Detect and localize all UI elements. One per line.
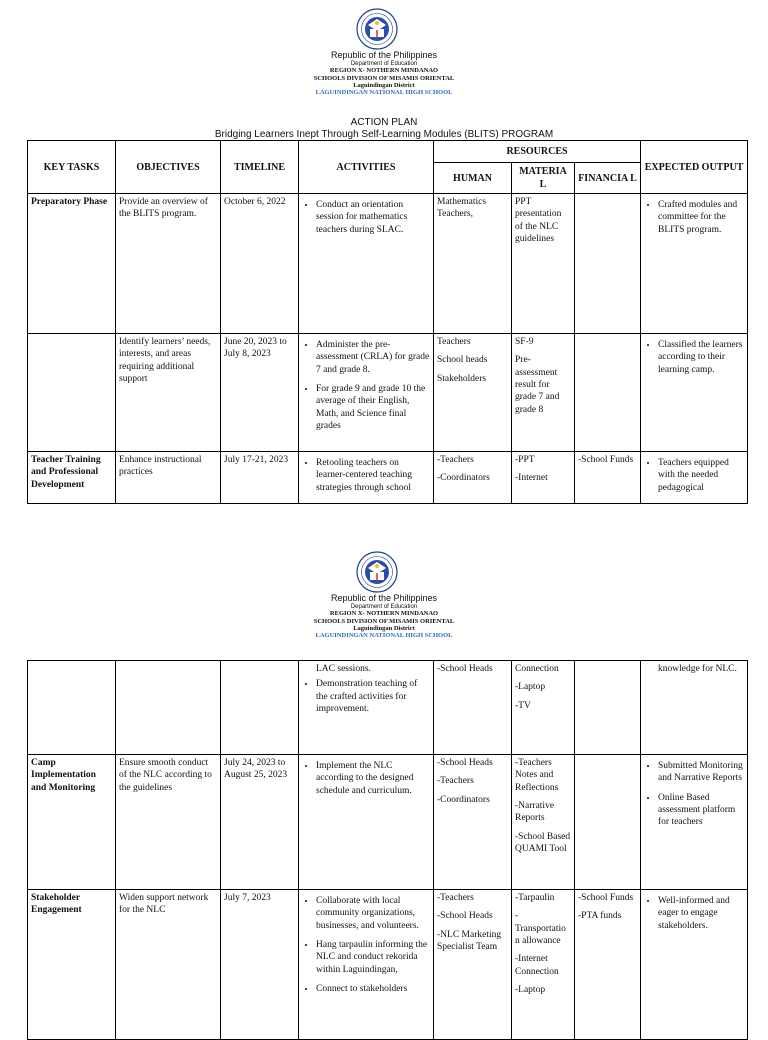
activity-item: • Implement the NLC according to the designed schedule and curriculum. [316, 760, 430, 797]
material-item: Connection [515, 664, 559, 674]
material-item: -Laptop [515, 985, 546, 996]
financial-cell [575, 452, 641, 504]
col-financial: FINANCIA L [575, 163, 641, 194]
action-plan-table-continued [27, 660, 748, 1040]
material-item: Pre-assessment result for grade 7 and grade 8 [515, 355, 560, 415]
col-key-tasks: KEY TASKS [28, 141, 116, 194]
activities-cell [299, 661, 434, 755]
deped-seal-icon [356, 551, 398, 593]
timeline-cell: July 7, 2023 [221, 890, 299, 1040]
col-timeline: TIMELINE [221, 141, 299, 194]
activity-item: • Collaborate with local community organizations, businesses, and volunteers. [316, 895, 430, 932]
human-cell [434, 890, 512, 1040]
output-cell [641, 890, 748, 1040]
timeline-cell: June 20, 2023 to July 8, 2023 [221, 334, 299, 452]
output-cell [641, 194, 748, 334]
school-line: LAGUINDINGAN NATIONAL HIGH SCHOOL [315, 631, 453, 639]
document-page-1 [0, 0, 768, 500]
title-program: Bridging Learners Inept Through Self-Learning Modules (BLITS) PROGRAM [214, 129, 554, 140]
output-item: • Well-informed and eager to engage stakeholders. [658, 895, 744, 932]
material-item: -Internet [515, 473, 548, 484]
material-item: -Teachers Notes and Reflections [515, 758, 559, 793]
activity-item: • Hang tarpaulin informing the NLC and conduct rekorida within Laguindingan, [316, 939, 430, 976]
table-row [28, 755, 748, 890]
human-item: School heads [437, 355, 488, 366]
material-item: -School Based QUAMI Tool [515, 831, 571, 855]
republic-line: Republic of the Philippines [330, 50, 438, 60]
material-cell [512, 194, 575, 334]
region-line: REGION X- NOTHERN MINDANAO [329, 610, 439, 618]
material-item: SF-9 [515, 337, 534, 347]
district-line: Laguindingan District [353, 624, 415, 632]
key-task-cell [28, 661, 116, 755]
department-line: Department of Education [350, 603, 418, 610]
activity-item: • For grade 9 and grade 10 the average of their English, Math, and Science final grades [316, 383, 430, 432]
key-task-cell: Camp Implementation and Monitoring [28, 755, 116, 890]
human-item: -School Heads [437, 664, 493, 674]
division-line: SCHOOLS DIVISION OF MISAMIS ORIENTAL [313, 617, 455, 625]
key-task-cell: Preparatory Phase [28, 194, 116, 334]
material-cell [512, 661, 575, 755]
activity-item: • Conduct an orientation session for mathematics teachers during SLAC. [316, 199, 430, 236]
table-row [28, 661, 748, 755]
financial-cell [575, 194, 641, 334]
activities-cell [299, 755, 434, 890]
financial-item: -School Funds [578, 455, 634, 465]
col-human: HUMAN [434, 163, 512, 194]
human-item: -School Heads [437, 911, 493, 922]
activities-cell [299, 890, 434, 1040]
output-item: • Online Based assessment platform for teachers [658, 792, 744, 829]
table-row [28, 452, 748, 504]
timeline-cell: July 24, 2023 to August 25, 2023 [221, 755, 299, 890]
human-cell [434, 452, 512, 504]
output-cell [641, 452, 748, 504]
material-cell [512, 452, 575, 504]
output-item: • Teachers equipped with the needed pedagogical [658, 457, 744, 494]
timeline-cell [221, 661, 299, 755]
material-item: - Transportatio n allowance [515, 911, 566, 947]
table-row [28, 890, 748, 1040]
activity-item: • Connect to stakeholders [316, 983, 430, 995]
financial-cell [575, 755, 641, 890]
document-page-2 [0, 543, 768, 1024]
activities-cell [299, 452, 434, 504]
human-cell [434, 194, 512, 334]
timeline-cell: July 17-21, 2023 [221, 452, 299, 504]
activity-item: • Demonstration teaching of the crafted activities for improvement. [316, 678, 430, 715]
material-item: -Tarpaulin [515, 893, 555, 903]
region-line: REGION X- NOTHERN MINDANAO [329, 67, 439, 75]
human-item: -NLC Marketing Specialist Team [437, 929, 502, 953]
deped-seal-icon [356, 8, 398, 50]
table-row [28, 334, 748, 452]
human-item: -Coordinators [437, 473, 490, 484]
table-row [28, 194, 748, 334]
material-item: -PPT [515, 455, 535, 465]
objective-cell: Enhance instructional practices [116, 452, 221, 504]
human-item: Stakeholders [437, 373, 487, 384]
human-cell [434, 334, 512, 452]
human-item: -Coordinators [437, 794, 490, 805]
key-task-cell: Teacher Training and Professional Development [28, 452, 116, 504]
human-item: -Teachers [437, 893, 474, 903]
financial-cell [575, 890, 641, 1040]
material-item: -Narrative Reports [515, 801, 555, 824]
human-cell [434, 661, 512, 755]
financial-cell [575, 661, 641, 755]
financial-item: -PTA funds [578, 911, 622, 922]
department-line: Department of Education [350, 60, 418, 67]
objective-cell: Identify learners’ needs, interests, and areas requiring additional support [116, 334, 221, 452]
key-task-cell: Stakeholder Engagement [28, 890, 116, 1040]
output-cell [641, 755, 748, 890]
school-line: LAGUINDINGAN NATIONAL HIGH SCHOOL [315, 88, 453, 96]
activity-item: • Administer the pre-assessment (CRLA) for grade 7 and grade 8. [316, 339, 430, 376]
col-resources: RESOURCES [434, 141, 641, 163]
output-item: • Submitted Monitoring and Narrative Reports [658, 760, 744, 785]
human-item: Teachers [437, 337, 471, 347]
col-material: MATERIA L [512, 163, 575, 194]
action-plan-table [27, 140, 748, 504]
material-cell [512, 755, 575, 890]
activity-continued: LAC sessions. [316, 664, 371, 674]
human-item: -Teachers [437, 455, 474, 465]
timeline-cell: October 6, 2022 [221, 194, 299, 334]
human-cell [434, 755, 512, 890]
objective-cell: Widen support network for the NLC [116, 890, 221, 1040]
republic-line: Republic of the Philippines [330, 593, 438, 603]
material-item: -TV [515, 700, 531, 711]
output-continued: knowledge for NLC. [658, 664, 737, 674]
key-task-cell [28, 334, 116, 452]
financial-item: -School Funds [578, 893, 634, 903]
objective-cell: Provide an overview of the BLITS program. [116, 194, 221, 334]
activities-cell [299, 194, 434, 334]
objective-cell [116, 661, 221, 755]
output-item: • Crafted modules and committee for the BLITS program. [658, 199, 744, 236]
letterhead [0, 51, 768, 96]
material-item: PPT presentation of the NLC guidelines [515, 197, 562, 245]
letterhead [0, 594, 768, 639]
district-line: Laguindingan District [353, 81, 415, 89]
activity-item: • Retooling teachers on learner-centered teaching strategies through school [316, 457, 430, 494]
document-title [0, 117, 768, 141]
division-line: SCHOOLS DIVISION OF MISAMIS ORIENTAL [313, 74, 455, 82]
human-item: Mathematics Teachers, [437, 197, 487, 220]
output-cell [641, 334, 748, 452]
financial-cell [575, 334, 641, 452]
material-item: -Internet Connection [515, 954, 559, 977]
objective-cell: Ensure smooth conduct of the NLC according to the guidelines [116, 755, 221, 890]
title-action-plan: ACTION PLAN [350, 117, 418, 128]
output-cell [641, 661, 748, 755]
col-objectives: OBJECTIVES [116, 141, 221, 194]
material-item: -Laptop [515, 682, 546, 693]
material-cell [512, 334, 575, 452]
col-expected-output: EXPECTED OUTPUT [641, 141, 748, 194]
output-item: • Classified the learners according to their learning camp. [658, 339, 744, 376]
human-item: -Teachers [437, 776, 474, 787]
col-activities: ACTIVITIES [299, 141, 434, 194]
material-cell [512, 890, 575, 1040]
activities-cell [299, 334, 434, 452]
human-item: -School Heads [437, 758, 493, 768]
